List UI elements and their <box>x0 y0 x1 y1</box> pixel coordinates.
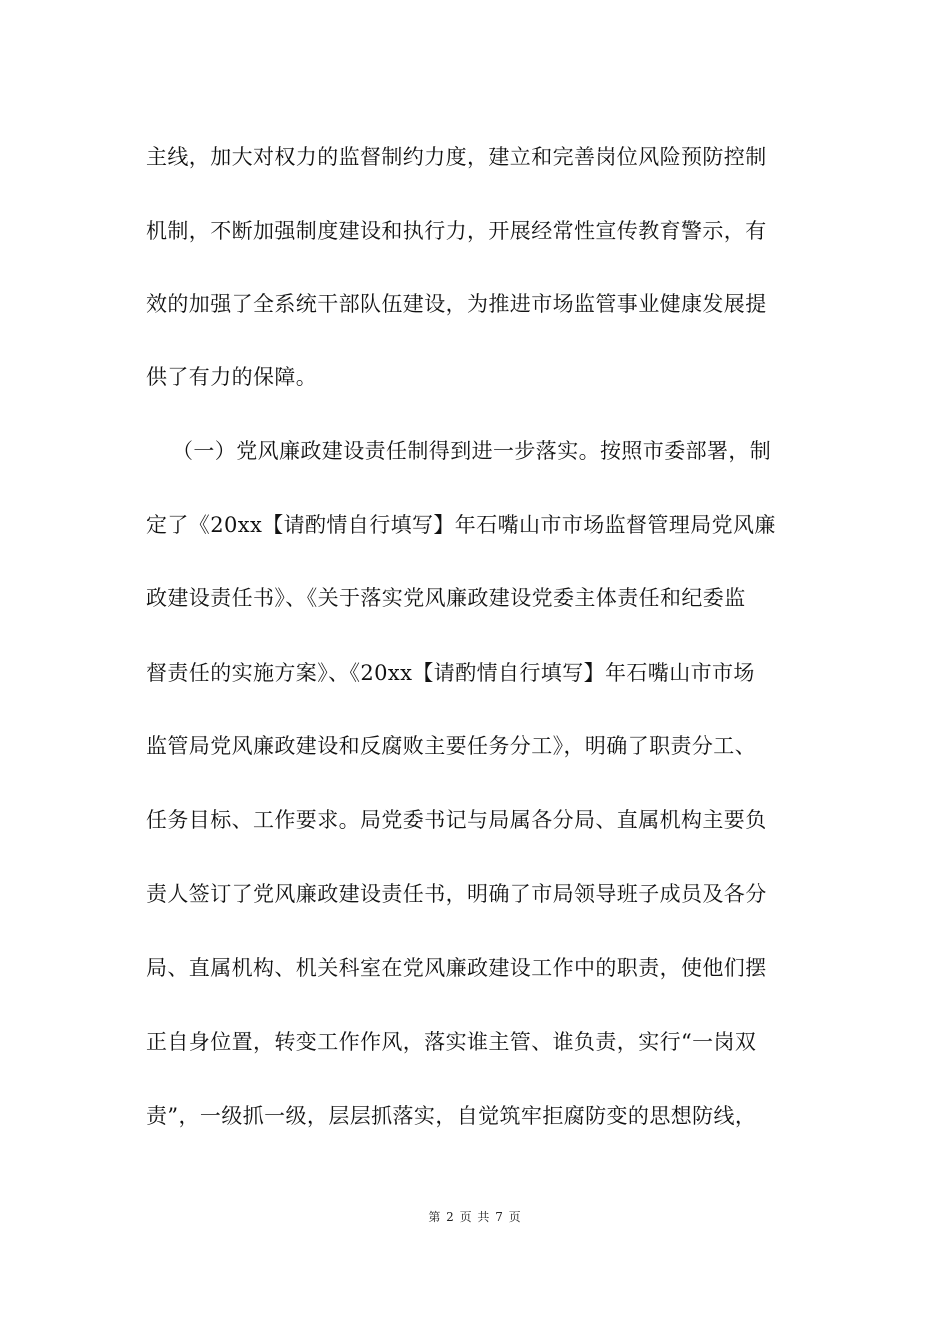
body-text-line: 机制，不断加强制度建设和执行力，开展经常性宣传教育警示，有 <box>146 219 767 243</box>
body-text-line: 主线，加大对权力的监督制约力度，建立和完善岗位风险预防控制 <box>146 145 767 169</box>
body-text-line: 供了有力的保障。 <box>146 365 318 389</box>
body-text-line: 局、直属机构、机关科室在党风廉政建设工作中的职责，使他们摆 <box>146 956 767 980</box>
body-text-line: 正自身位置，转变工作作风，落实谁主管、谁负责，实行“一岗双 <box>146 1030 757 1054</box>
body-text-line: 政建设责任书》、《关于落实党风廉政建设党委主体责任和纪委监 <box>146 586 746 610</box>
body-text-line: 任务目标、工作要求。局党委书记与局属各分局、直属机构主要负 <box>146 808 767 832</box>
body-text-line: 监管局党风廉政建设和反腐败主要任务分工》，明确了职责分工、 <box>146 734 757 758</box>
page-number-footer: 第 2 页 共 7 页 <box>428 1210 522 1224</box>
body-text-line: 督责任的实施方案》、《20xx【请酌情自行填写】年石嘴山市市场 <box>146 661 755 685</box>
body-text-line: 效的加强了全系统干部队伍建设，为推进市场监管事业健康发展提 <box>146 292 767 316</box>
body-text-line: 定了《20xx【请酌情自行填写】年石嘴山市市场监督管理局党风廉 <box>146 513 776 537</box>
body-text-line: 责人签订了党风廉政建设责任书，明确了市局领导班子成员及各分 <box>146 882 767 906</box>
body-text-line: 责”，一级抓一级，层层抓落实，自觉筑牢拒腐防变的思想防线， <box>146 1104 757 1128</box>
paragraph-heading-line: （一）党风廉政建设责任制得到进一步落实。按照市委部署，制 <box>172 439 772 463</box>
